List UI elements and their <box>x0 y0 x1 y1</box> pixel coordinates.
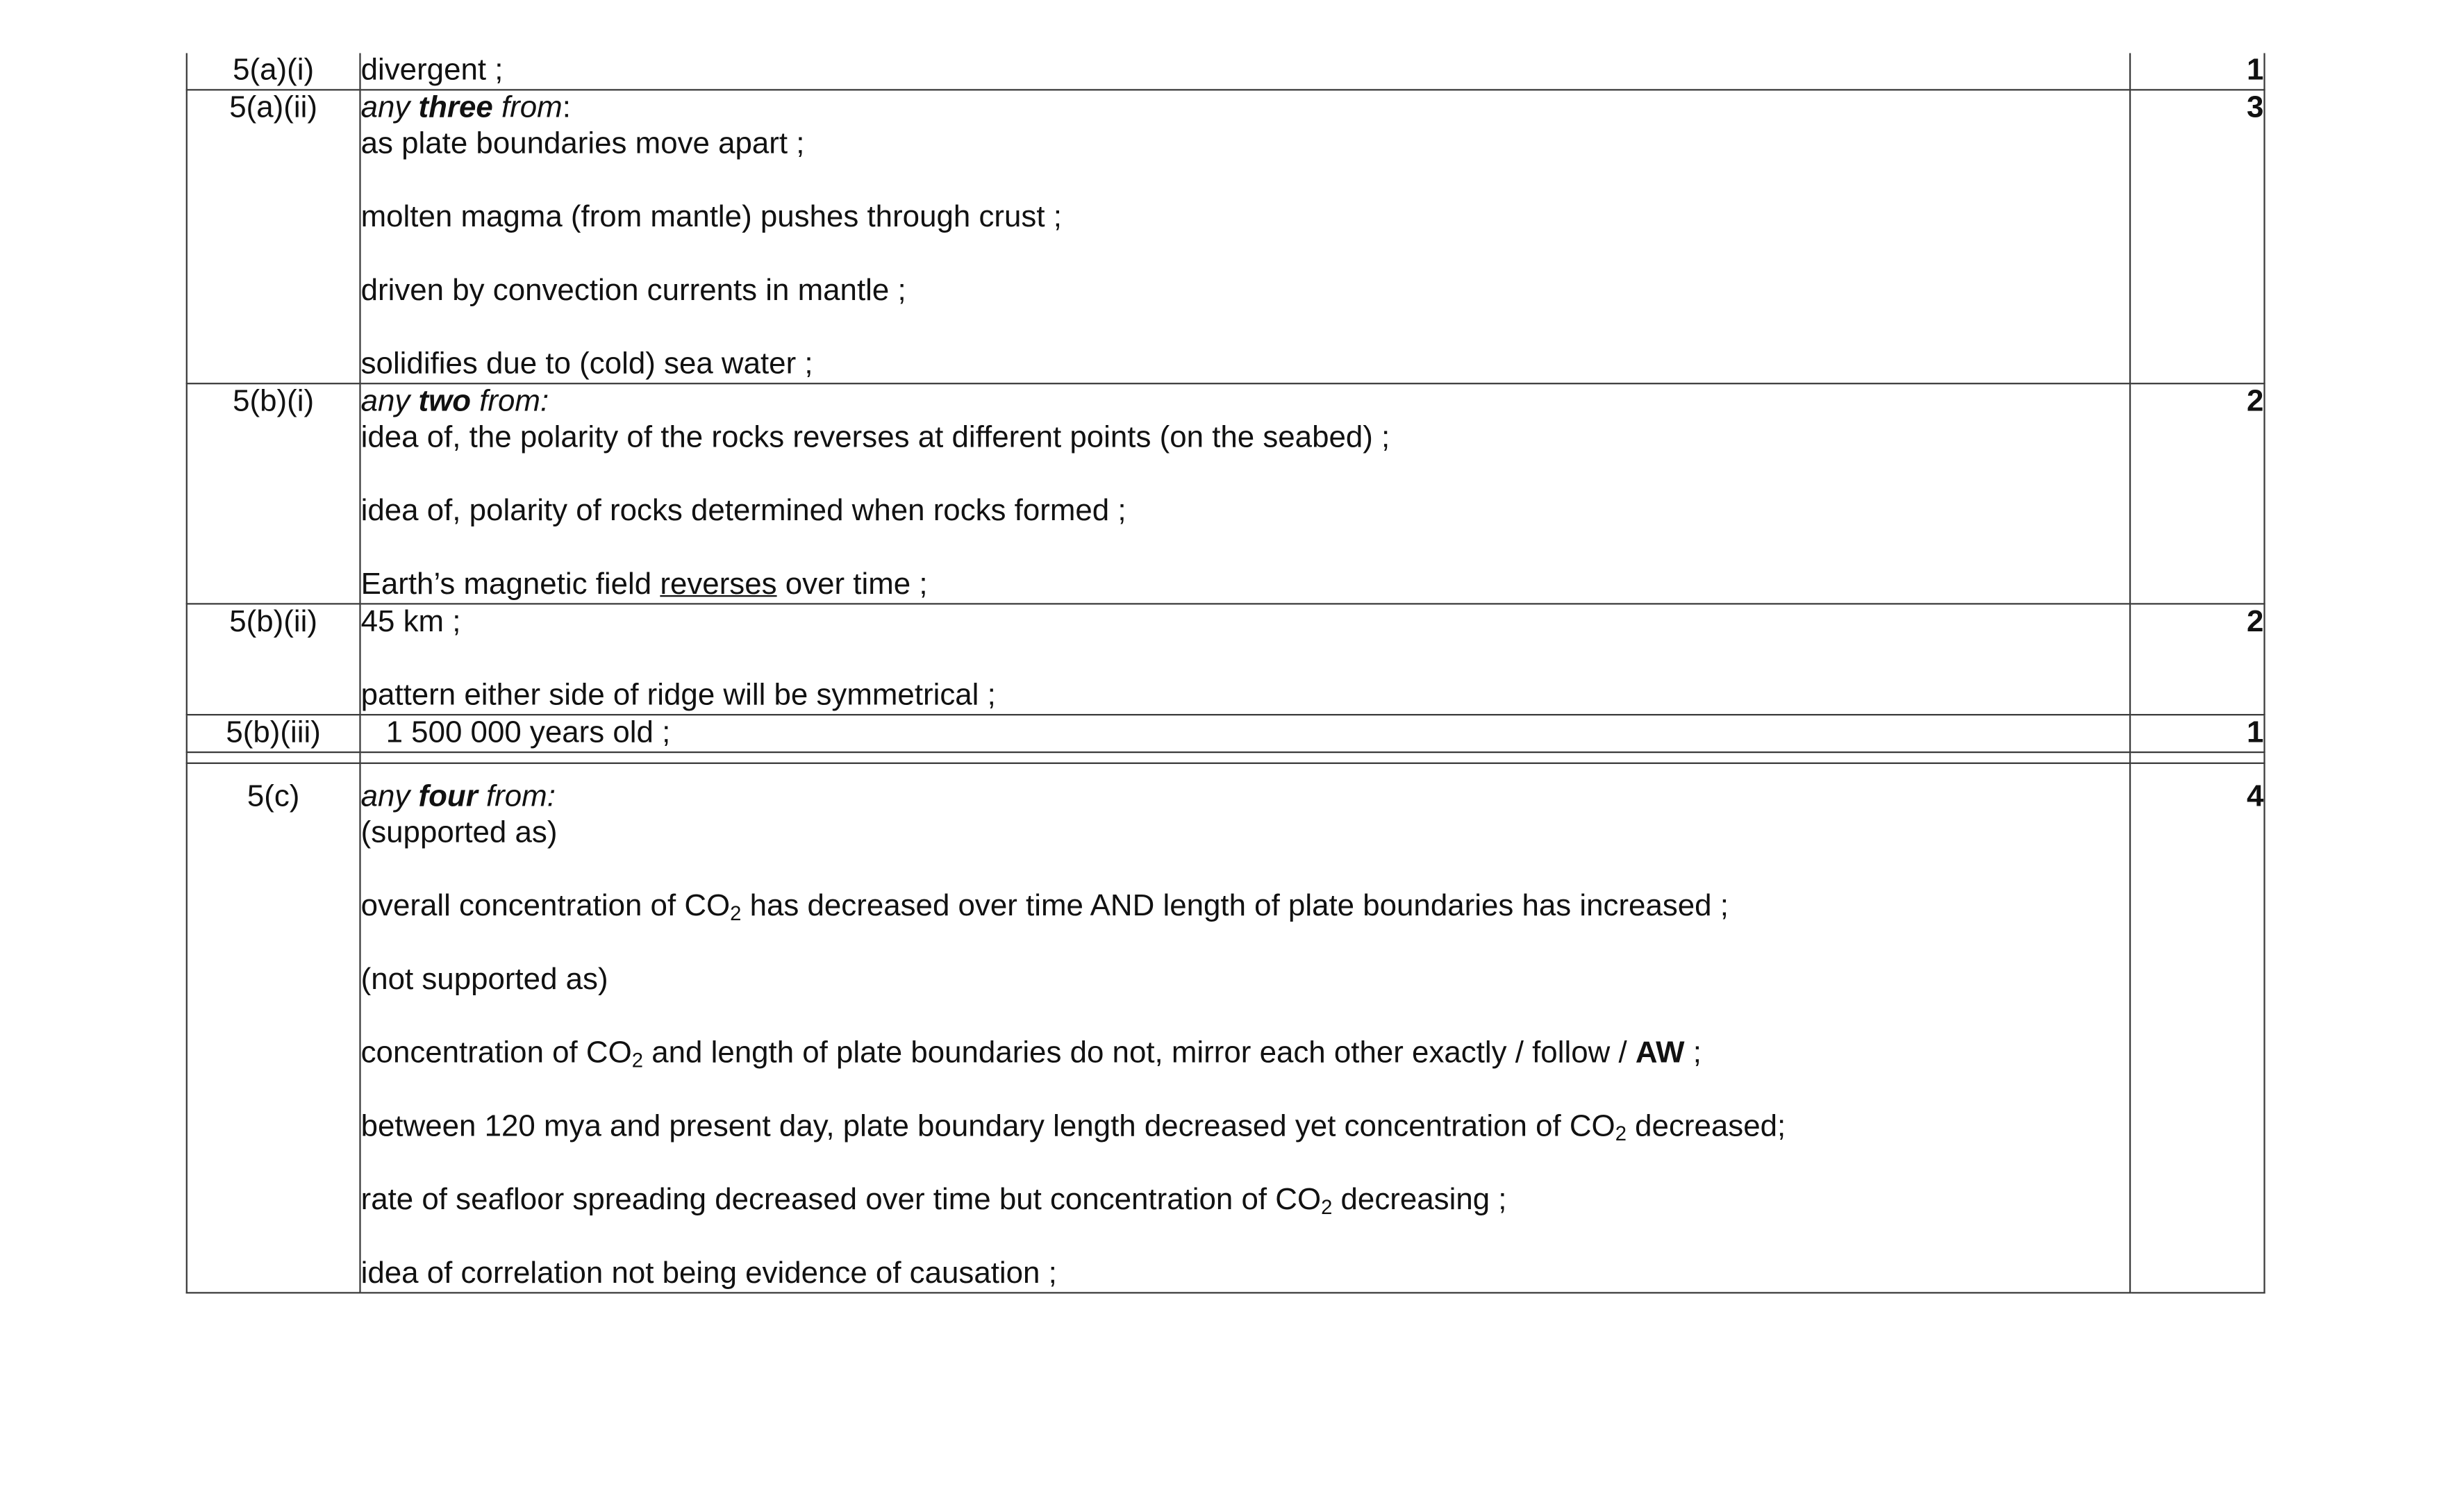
answer-cell <box>360 383 2130 604</box>
question-number: 5(b)(iii) <box>187 715 360 752</box>
table-row <box>187 53 2265 90</box>
marks-cell: 2 <box>2130 383 2264 604</box>
marks-cell: 3 <box>2130 90 2264 383</box>
answer-cell <box>360 604 2130 715</box>
answer-point: 45 km ; <box>360 604 461 640</box>
question-number: 5(a)(ii) <box>187 90 360 383</box>
answer-cell <box>360 53 2130 90</box>
answer-lead: any two from: <box>360 384 549 419</box>
not-supported-heading: (not supported as) <box>360 962 608 997</box>
answer-point: as plate boundaries move apart ; <box>360 126 805 161</box>
supported-heading: (supported as) <box>360 815 558 850</box>
marks-cell: 1 <box>2130 53 2264 90</box>
answer-text: 1 500 000 years old ; <box>385 715 671 750</box>
question-number: 5(b)(i) <box>187 383 360 604</box>
table-row <box>187 604 2265 715</box>
table-row <box>187 383 2265 604</box>
answer-point: Earth’s magnetic field reverses over time ; <box>360 567 928 602</box>
answer-point: solidifies due to (cold) sea water ; <box>360 347 813 381</box>
answer-point: rate of seafloor spreading decreased over time but concentration of $CO_2$ decreasing ; <box>360 1182 1507 1219</box>
answer-cell <box>360 763 2130 1293</box>
table-row <box>187 763 2265 1293</box>
mark-scheme-table <box>186 53 2265 1293</box>
question-number: 5(a)(i) <box>187 53 360 90</box>
answer-cell <box>360 715 2130 752</box>
answer-point: idea of, the polarity of the rocks reverses at different points (on the seabed) ; <box>360 420 1390 455</box>
answer-point: overall concentration of $CO_2$ has decreased over time AND length of plate boundaries has increased ; <box>360 888 1729 925</box>
answer-lead: any three from: <box>360 90 571 125</box>
table-row <box>187 715 2265 752</box>
answer-text: divergent ; <box>360 53 504 88</box>
question-number: 5(b)(ii) <box>187 604 360 715</box>
answer-point: between 120 mya and present day, plate boundary length decreased yet concentration of $CO_2$ decreased; <box>360 1109 1786 1145</box>
answer-point: idea of, polarity of rocks determined when rocks formed ; <box>360 493 1126 529</box>
section-divider <box>187 752 2265 763</box>
answer-point: concentration of $CO_2$ and length of plate boundaries do not, mirror each other exactly / follow / AW ; <box>360 1036 1702 1072</box>
answer-cell <box>360 90 2130 383</box>
marks-cell: 4 <box>2130 763 2264 1293</box>
answer-point: molten magma (from mantle) pushes through crust ; <box>360 199 1062 235</box>
marks-cell: 1 <box>2130 715 2264 752</box>
answer-point: pattern either side of ridge will be symmetrical ; <box>360 678 996 713</box>
question-number: 5(c) <box>187 763 360 1293</box>
answer-point: idea of correlation not being evidence of causation ; <box>360 1256 1057 1291</box>
answer-lead: any four from: <box>360 779 556 814</box>
answer-point: driven by convection currents in mantle ; <box>360 273 906 308</box>
table-row <box>187 90 2265 383</box>
marks-cell: 2 <box>2130 604 2264 715</box>
